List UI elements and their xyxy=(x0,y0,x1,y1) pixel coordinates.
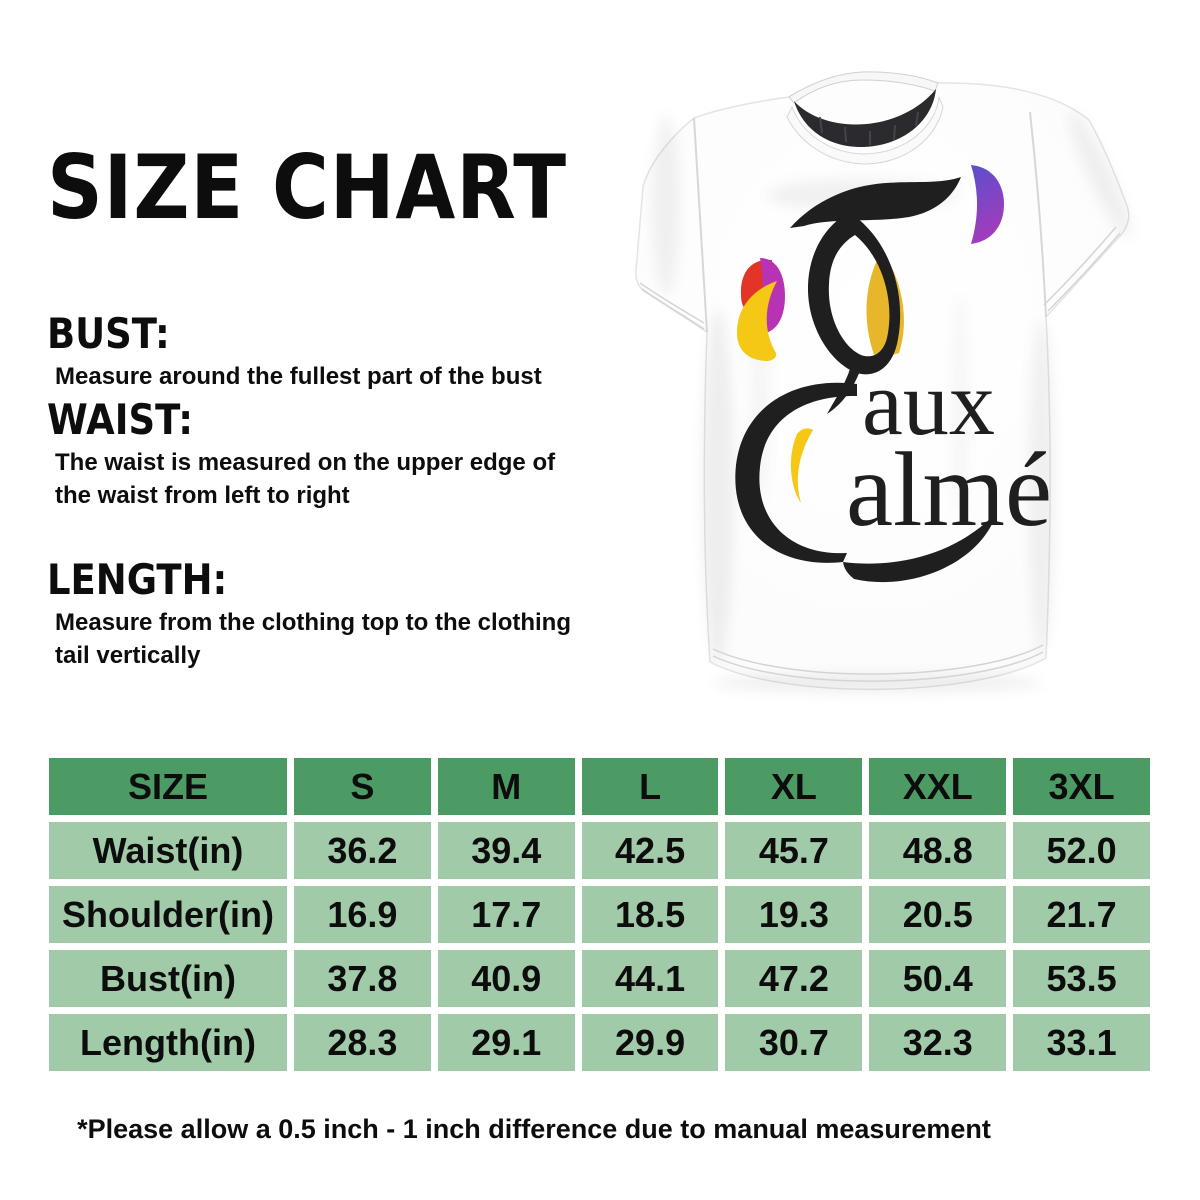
length-description-line2: tail vertically xyxy=(55,642,201,669)
measurement-disclaimer: *Please allow a 0.5 inch - 1 inch difference due to manual measurement xyxy=(77,1114,991,1144)
length-xl: 30.7 xyxy=(725,1014,862,1071)
shoulder-3xl: 21.7 xyxy=(1013,886,1150,943)
length-l: 29.9 xyxy=(582,1014,719,1071)
length-s: 28.3 xyxy=(294,1014,431,1071)
waist-s: 36.2 xyxy=(294,822,431,879)
size-table xyxy=(49,758,1150,1071)
logo-text-alme: almé xyxy=(846,431,1052,548)
length-xxl: 32.3 xyxy=(869,1014,1006,1071)
length-3xl: 33.1 xyxy=(1013,1014,1150,1071)
page-title: SIZE CHART xyxy=(47,136,567,239)
bust-3xl: 53.5 xyxy=(1013,950,1150,1007)
bust-heading: BUST: xyxy=(47,309,170,358)
shoulder-s: 16.9 xyxy=(294,886,431,943)
waist-section xyxy=(47,395,556,512)
row-label-bust: Bust(in) xyxy=(49,950,287,1007)
shoulder-xxl: 20.5 xyxy=(869,886,1006,943)
bust-m: 40.9 xyxy=(438,950,575,1007)
size-table-header-s: S xyxy=(294,758,431,815)
size-table-header-xl: XL xyxy=(725,758,862,815)
waist-xl: 45.7 xyxy=(725,822,862,879)
length-heading: LENGTH: xyxy=(47,555,228,604)
size-table-header-size: SIZE xyxy=(49,758,287,815)
length-description-line1: Measure from the clothing top to the clothing xyxy=(55,609,571,636)
bust-description: Measure around the fullest part of the bust xyxy=(55,363,542,390)
size-table-header-l: L xyxy=(582,758,719,815)
waist-3xl: 52.0 xyxy=(1013,822,1150,879)
waist-xxl: 48.8 xyxy=(869,822,1006,879)
waist-description-line2: the waist from left to right xyxy=(55,482,350,509)
row-label-shoulder: Shoulder(in) xyxy=(49,886,287,943)
size-table-header-m: M xyxy=(438,758,575,815)
size-table-header-xxl: XXL xyxy=(869,758,1006,815)
bust-s: 37.8 xyxy=(294,950,431,1007)
logo-text-aux: aux xyxy=(862,352,995,454)
bust-xl: 47.2 xyxy=(725,950,862,1007)
bust-xxl: 50.4 xyxy=(869,950,1006,1007)
bust-l: 44.1 xyxy=(582,950,719,1007)
length-m: 29.1 xyxy=(438,1014,575,1071)
shoulder-xl: 19.3 xyxy=(725,886,862,943)
waist-l: 42.5 xyxy=(582,822,719,879)
tshirt-mockup xyxy=(600,55,1160,715)
bust-section xyxy=(47,309,542,393)
waist-description-line1: The waist is measured on the upper edge of xyxy=(55,449,556,476)
waist-heading: WAIST: xyxy=(47,395,194,444)
length-section xyxy=(47,555,571,672)
row-label-length: Length(in) xyxy=(49,1014,287,1071)
waist-m: 39.4 xyxy=(438,822,575,879)
size-table-header-3xl: 3XL xyxy=(1013,758,1150,815)
shoulder-m: 17.7 xyxy=(438,886,575,943)
row-label-waist: Waist(in) xyxy=(49,822,287,879)
shoulder-l: 18.5 xyxy=(582,886,719,943)
